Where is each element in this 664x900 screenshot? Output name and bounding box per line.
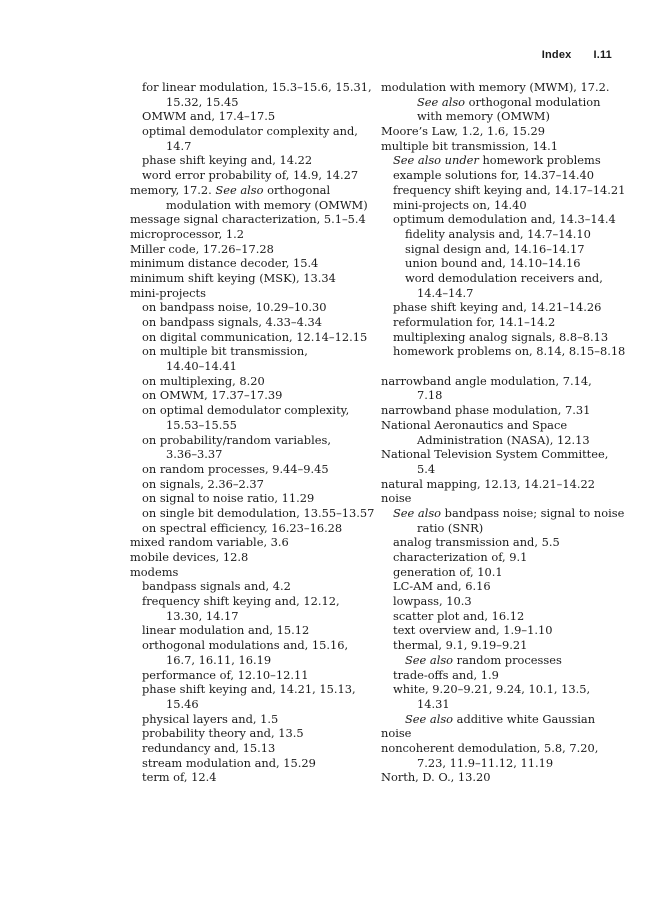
entry-text: word demodulation receivers and, [405,270,603,285]
index-subentry [381,521,621,536]
entry-text: term of, 12.4 [142,770,217,785]
entry-text: noncoherent demodulation, 5.8, 7.20, [381,740,599,755]
entry-text: lowpass, 10.3 [393,594,472,609]
index-entry [130,286,370,301]
entry-text: narrowband phase modulation, 7.31 [381,403,591,418]
index-entry [381,374,621,389]
index-entry [130,242,370,257]
index-subentry [381,271,621,286]
index-subentry [381,756,621,771]
cross-reference-label: See also [405,711,454,726]
entry-text: message signal characterization, 5.1–5.4 [130,212,366,227]
index-subentry [381,668,621,683]
index-entry [381,477,621,492]
index-subentry [130,344,370,359]
index-subentry [381,344,626,359]
entry-text: optimal demodulator complexity and, [142,124,358,139]
entry-text: example solutions for, 14.37–14.40 [393,168,595,183]
index-subentry [381,256,621,271]
entry-text: on bandpass signals, 4.33–4.34 [142,315,322,329]
entry-text: on OMWM, 17.37–17.39 [142,388,283,403]
cross-reference-target: orthogonal modulation [465,94,601,109]
index-subentry [130,109,370,124]
index-entry [130,227,370,242]
entry-text: frequency shift keying and, 14.17–14.21 [393,182,626,197]
index-subentry [130,682,370,697]
index-subentry [130,623,370,638]
entry-text: performance of, 12.10–12.11 [142,667,309,682]
index-subentry [381,697,621,712]
index-entry [130,535,370,550]
entry-text: natural mapping, 12.13, 14.21–14.22 [381,476,595,491]
index-subentry [130,95,370,110]
index-subentry [130,168,370,183]
entry-text: 7.18 [417,388,443,403]
index-subentry [130,447,370,462]
entry-text: LC-AM and, 6.16 [393,579,491,594]
section-title: Index [541,49,572,61]
index-subentry [381,433,621,448]
entry-text: with memory (OMWM) [417,109,550,124]
entry-text: ratio (SNR) [417,520,484,535]
entry-text: Miller code, 17.26–17.28 [130,241,274,256]
index-subentry [130,579,370,594]
index-subentry [381,109,621,124]
entry-text: 14.7 [166,138,192,153]
entry-text: mixed random variable, 3.6 [130,535,289,550]
entry-text: on multiplexing, 8.20 [142,373,265,388]
cross-reference-target: orthogonal [263,182,331,197]
entry-text: text overview and, 1.9–1.10 [393,623,553,638]
cross-reference-target: bandpass noise; signal to noise [441,505,625,520]
entry-text: trade-offs and, 1.9 [393,667,499,682]
entry-text: on random processes, 9.44–9.45 [142,461,329,476]
entry-text: noise [381,491,412,506]
index-subentry [130,315,370,330]
index-entry [130,183,370,198]
cross-reference-target: random processes [453,652,562,667]
entry-text: frequency shift keying and, 12.12, [142,594,340,609]
index-subentry [381,330,621,345]
index-subentry [381,168,621,183]
entry-text: on single bit demodulation, 13.55–13.57 [142,505,375,520]
entry-text: Moore’s Law, 1.2, 1.6, 15.29 [381,124,545,139]
entry-text: Administration (NASA), 12.13 [417,432,590,447]
index-entry [381,741,621,756]
index-subentry [130,418,370,433]
index-subentry [381,212,621,227]
index-subentry [130,726,370,741]
entry-text: narrowband angle modulation, 7.14, [381,373,592,388]
index-subentry [381,300,621,315]
entry-text: mobile devices, 12.8 [130,550,249,564]
index-subentry [381,623,621,638]
entry-text: memory, 17.2. [130,182,216,197]
entry-text: for linear modulation, 15.3–15.6, 15.31, [142,80,372,94]
entry-text: signal design and, 14.16–14.17 [405,241,585,256]
entry-text: 15.53–15.55 [166,417,237,432]
index-subentry [130,462,370,477]
index-subentry [381,609,621,624]
index-entry [381,447,621,462]
index-entry [381,491,621,506]
index-subentry [130,521,370,536]
index-subentry [381,153,621,168]
index-subentry [130,477,370,492]
index-entry [381,726,621,741]
entry-text: union bound and, 14.10–14.16 [405,256,581,271]
index-subentry [130,741,370,756]
entry-text: redundancy and, 15.13 [142,740,276,755]
entry-text: microprocessor, 1.2 [130,226,244,241]
index-subentry [130,124,370,139]
entry-text: 7.23, 11.9–11.12, 11.19 [417,755,554,770]
index-subentry [130,505,375,521]
entry-text: on signal to noise ratio, 11.29 [142,491,315,506]
index-subentry [381,505,625,521]
letter-group-spacer [381,359,621,374]
index-subentry [130,770,370,785]
entry-text: 14.31 [417,696,450,711]
index-subentry [130,403,370,418]
entry-text: North, D. O., 13.20 [381,770,491,785]
entry-text: generation of, 10.1 [393,564,503,579]
index-subentry [130,300,370,315]
entry-text: white, 9.20–9.21, 9.24, 10.1, 13.5, [393,682,591,697]
index-subentry [381,198,621,213]
index-subentry [381,579,621,594]
cross-reference-target: additive white Gaussian [453,711,596,726]
entry-text: characterization of, 9.1 [393,550,528,564]
index-entry [130,212,370,227]
entry-text: phase shift keying and, 14.21, 15.13, [142,682,356,697]
entry-text: on bandpass noise, 10.29–10.30 [142,300,327,315]
index-subentry [130,653,370,668]
index-subentry [381,227,621,242]
entry-text: National Aeronautics and Space [381,417,568,432]
index-subentry [381,565,621,580]
entry-text: optimum demodulation and, 14.3–14.4 [393,212,616,227]
entry-text: reformulation for, 14.1–14.2 [393,315,556,329]
index-entry [381,139,621,154]
index-subentry [130,359,370,374]
entry-text: phase shift keying and, 14.21–14.26 [393,300,602,315]
entry-text: OMWM and, 17.4–17.5 [142,109,276,124]
index-column-right [381,80,626,785]
index-entry [130,271,370,286]
index-subentry [381,712,621,727]
entry-text: physical layers and, 1.5 [142,711,279,726]
entry-text: 5.4 [417,461,436,476]
index-subentry [381,182,626,198]
index-subentry [381,653,621,668]
cross-reference-target: homework problems [478,153,601,168]
index-subentry [130,697,370,712]
entry-text: bandpass signals and, 4.2 [142,579,291,594]
index-entry [381,80,621,95]
index-subentry [381,638,621,653]
index-column-left [130,80,375,785]
entry-text: 13.30, 14.17 [166,608,239,623]
cross-reference-label: See also [393,505,442,520]
index-entry [381,403,621,418]
running-header [542,49,612,61]
index-subentry [130,388,370,403]
index-subentry [381,242,621,257]
index-subentry [130,330,370,345]
entry-text: on probability/random variables, [142,432,331,447]
entry-text: thermal, 9.1, 9.19–9.21 [393,638,528,653]
index-subentry [130,433,370,448]
entry-text: on optimal demodulator complexity, [142,403,350,418]
index-subentry [381,95,621,110]
index-subentry [130,609,370,624]
entry-text: modulation with memory (OMWM) [166,197,368,212]
index-entry [130,550,370,565]
entry-text: homework problems on, 8.14, 8.15–8.18 [393,344,626,359]
index-subentry [381,550,621,565]
index-subentry [130,153,370,168]
index-subentry [381,594,621,609]
entry-text: phase shift keying and, 14.22 [142,153,313,168]
entry-text: noise [381,726,412,741]
cross-reference-label: See also [215,182,264,197]
entry-text: modulation with memory (MWM), 17.2. [381,80,610,94]
entry-text: mini-projects on, 14.40 [393,197,527,212]
cross-reference-label: See also under [393,153,479,168]
entry-text: modems [130,564,179,579]
entry-text: National Television System Committee, [381,447,609,462]
entry-text: orthogonal modulations and, 15.16, [142,638,349,653]
index-subentry [130,139,370,154]
index-subentry [130,80,370,95]
entry-text: on digital communication, 12.14–12.15 [142,329,368,344]
index-entry [130,565,370,580]
entry-text: 15.32, 15.45 [166,94,239,109]
index-entry [130,256,370,271]
entry-text: multiple bit transmission, 14.1 [381,138,558,153]
entry-text: minimum shift keying (MSK), 13.34 [130,270,336,285]
entry-text: minimum distance decoder, 15.4 [130,256,319,271]
index-subentry [130,668,370,683]
entry-text: on signals, 2.36–2.37 [142,476,264,491]
index-subentry [381,286,621,301]
index-subentry [130,491,370,506]
entry-text: 14.40–14.41 [166,359,237,374]
entry-text: 14.4–14.7 [417,285,474,300]
cross-reference-label: See also [405,652,454,667]
index-entry [381,418,621,433]
entry-text: linear modulation and, 15.12 [142,623,310,638]
index-subentry [381,682,621,697]
entry-text: probability theory and, 13.5 [142,726,304,741]
index-subentry [130,638,370,653]
entry-text: 16.7, 16.11, 16.19 [166,652,272,667]
index-subentry [381,462,621,477]
index-subentry [381,535,621,550]
entry-text: on spectral efficiency, 16.23–16.28 [142,520,343,535]
index-subentry [381,388,621,403]
index-subentry [130,756,370,771]
entry-text: multiplexing analog signals, 8.8–8.13 [393,329,609,344]
index-entry [381,770,621,785]
index-entry [381,124,621,139]
entry-text: 3.36–3.37 [166,447,223,462]
entry-text: analog transmission and, 5.5 [393,535,560,550]
entry-text: mini-projects [130,285,206,300]
index-subentry [130,594,370,609]
page-number: I.11 [593,49,612,61]
entry-text: 15.46 [166,696,199,711]
entry-text: fidelity analysis and, 14.7–14.10 [405,226,591,241]
entry-text: stream modulation and, 15.29 [142,755,316,770]
entry-text: word error probability of, 14.9, 14.27 [142,168,359,183]
index-subentry [130,198,370,213]
entry-text: on multiple bit transmission, [142,344,308,359]
index-subentry [130,712,370,727]
index-subentry [130,374,370,389]
entry-text: scatter plot and, 16.12 [393,608,525,623]
index-subentry [381,315,621,330]
cross-reference-label: See also [417,94,466,109]
